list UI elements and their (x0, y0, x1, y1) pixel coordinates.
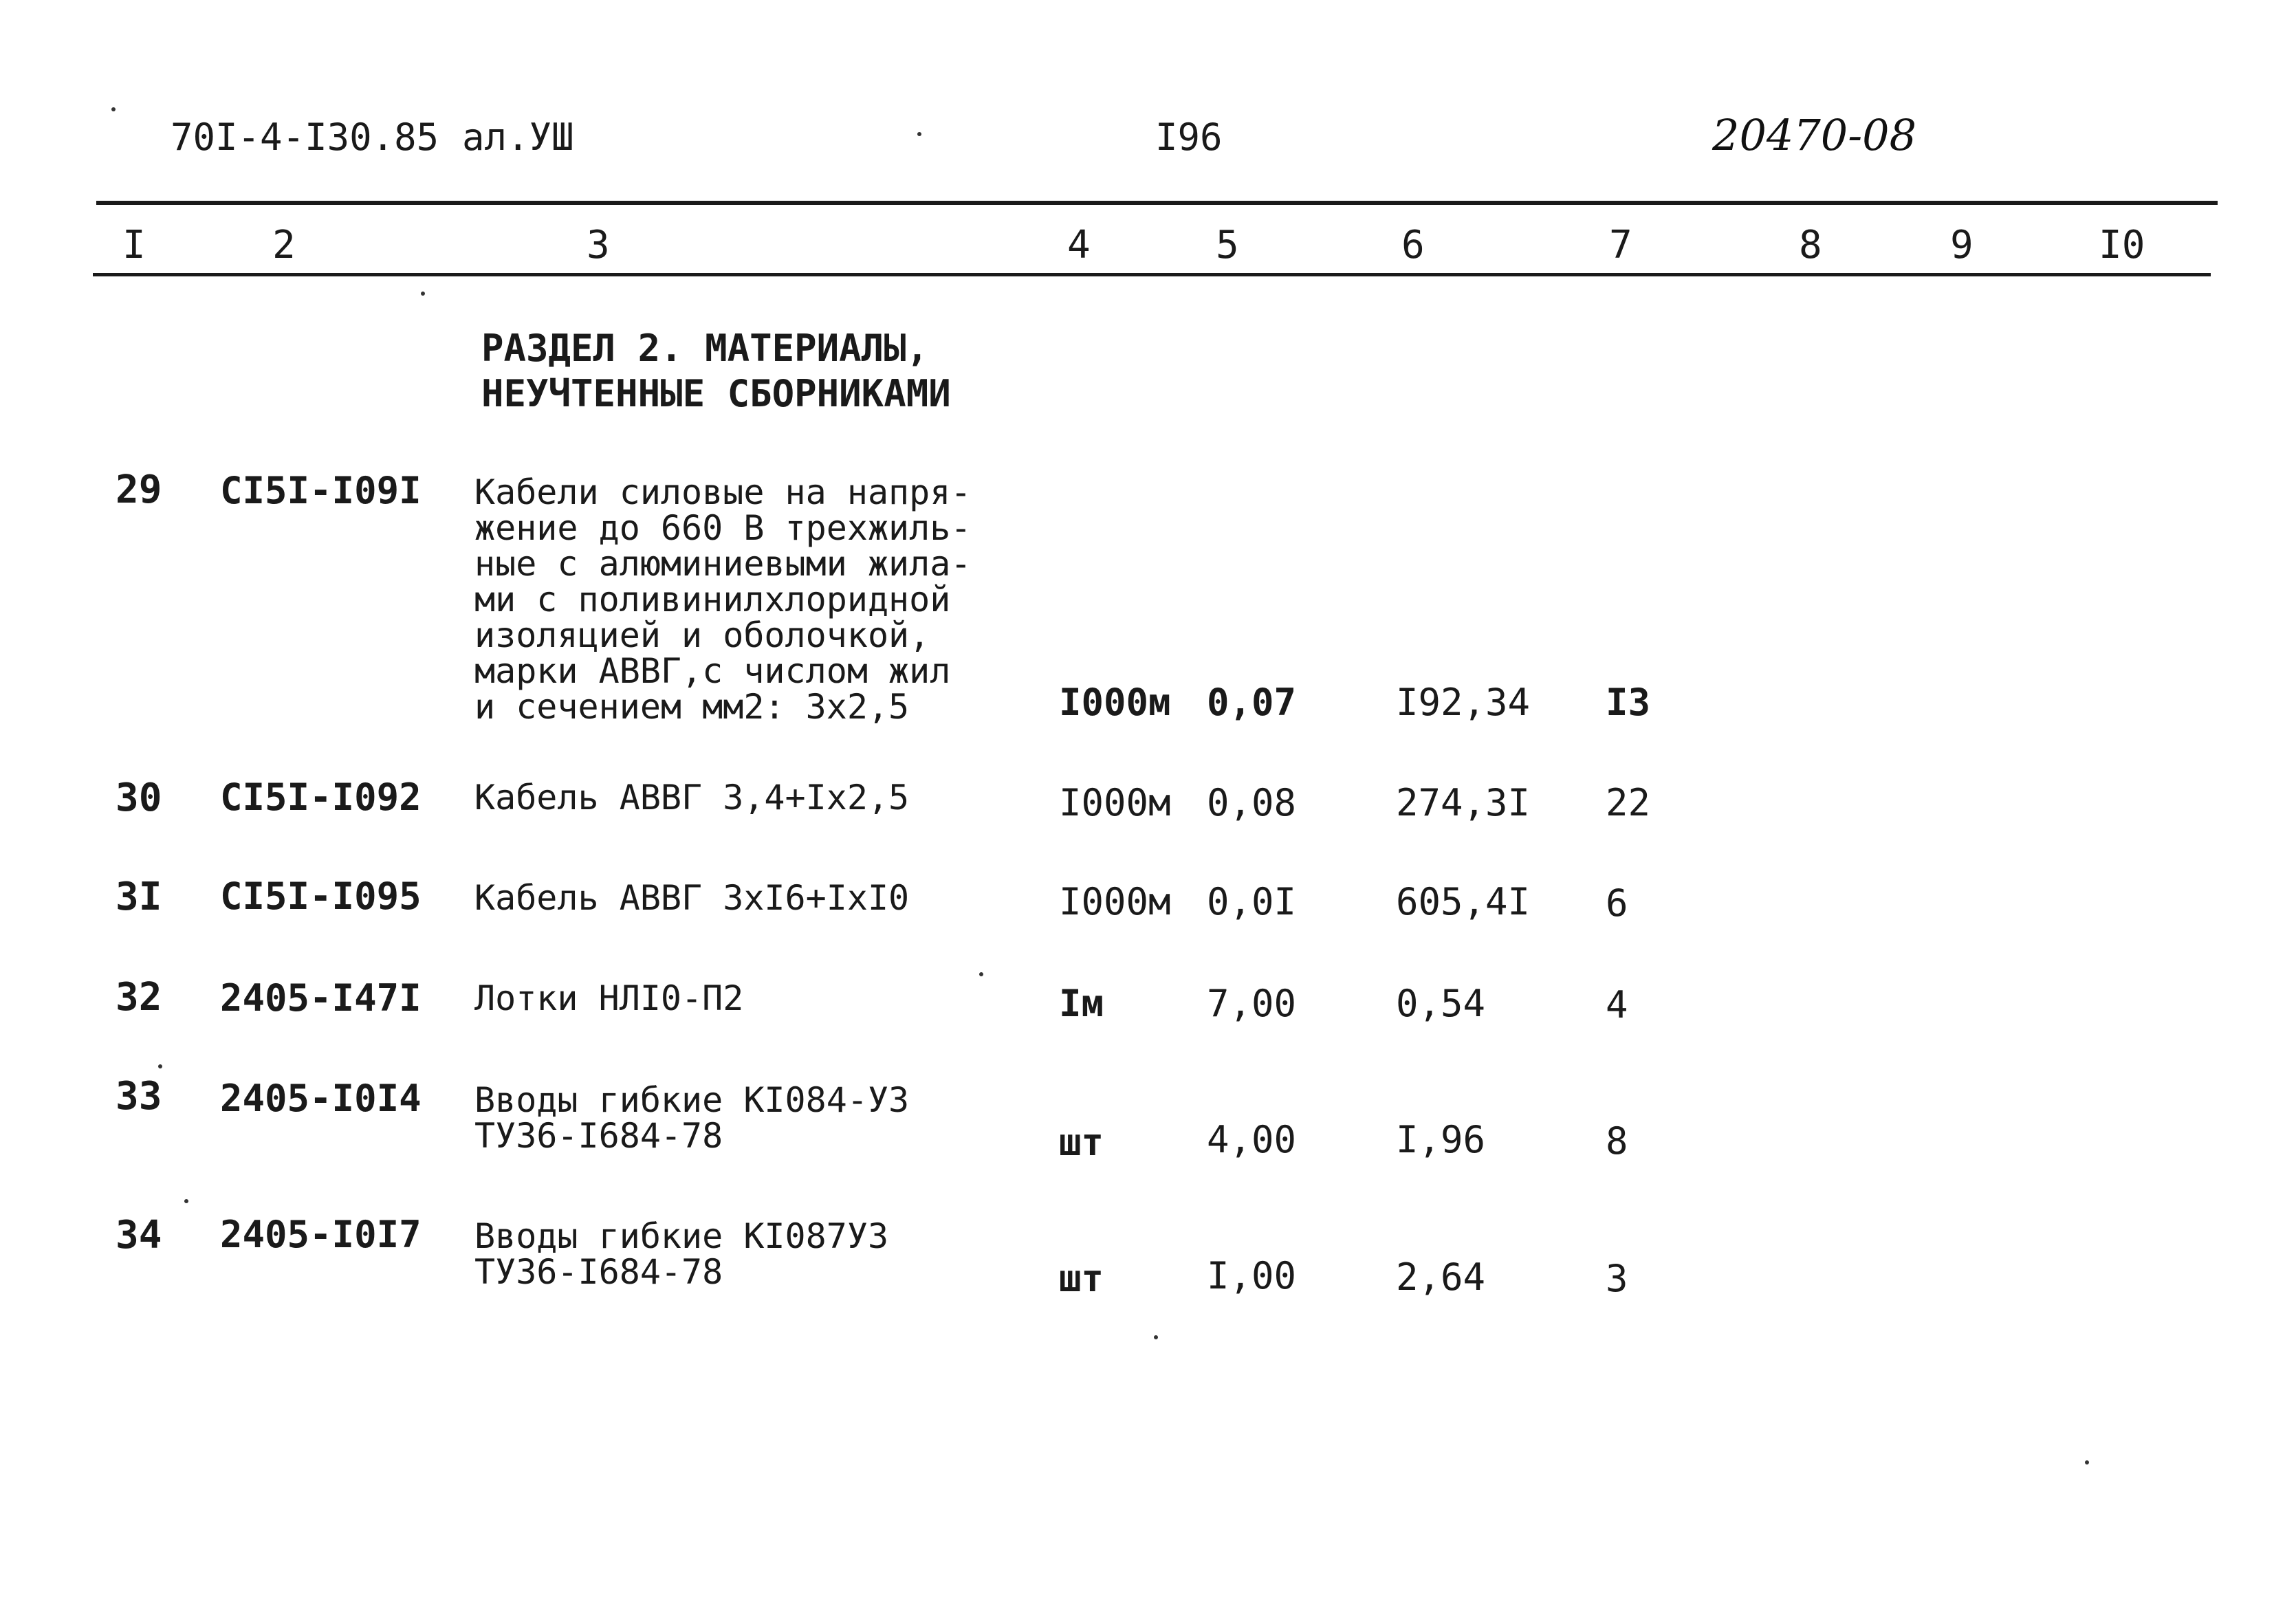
row-total-cost: I3 (1606, 681, 1651, 724)
column-number-10: I0 (2099, 223, 2145, 267)
row-description (474, 880, 909, 916)
row-quantity: I,00 (1207, 1254, 1297, 1297)
row-unit: Iм (1059, 982, 1104, 1025)
column-number-3: 3 (587, 223, 610, 267)
description-line: Лотки НЛI0-П2 (474, 978, 744, 1018)
scan-speck (111, 107, 116, 111)
row-number: 32 (116, 975, 162, 1020)
row-number: 34 (116, 1213, 162, 1258)
scan-speck (917, 132, 921, 136)
row-code: 2405-I0I4 (220, 1077, 422, 1120)
description-line: Кабель АВВГ 3,4+Iх2,5 (474, 778, 910, 818)
description-line: Вводы гибкие КI084-У3 (474, 1080, 910, 1120)
row-description (474, 474, 971, 725)
description-line: марки АВВГ,с числом жил (474, 651, 951, 691)
row-quantity: 7,00 (1207, 982, 1297, 1025)
row-number: 29 (116, 468, 162, 512)
row-unit-price: 274,3I (1396, 781, 1531, 824)
scan-speck (2085, 1460, 2089, 1464)
sheet-label: ал.УШ (462, 116, 574, 159)
row-description (474, 1218, 888, 1290)
column-number-8: 8 (1799, 223, 1822, 267)
description-line: ТУ36-I684-78 (474, 1252, 723, 1292)
description-line: жение до 660 В трехжиль- (474, 508, 972, 548)
scan-speck (421, 292, 425, 296)
row-total-cost: 8 (1606, 1119, 1628, 1163)
row-code: CI5I-I09I (220, 469, 422, 512)
row-unit: I000м (1059, 781, 1171, 824)
row-description (474, 778, 910, 818)
description-line: изоляцией и оболочкой, (474, 615, 930, 655)
header-rule (93, 273, 2211, 276)
column-number-5: 5 (1216, 223, 1239, 267)
row-unit-price: I92,34 (1396, 681, 1531, 724)
row-number: 30 (116, 776, 162, 820)
scan-speck (158, 1064, 162, 1068)
scan-speck (1154, 1335, 1158, 1339)
row-quantity: 4,00 (1207, 1118, 1297, 1161)
section-heading-line-1: РАЗДЕЛ 2. МАТЕРИАЛЫ, (481, 327, 929, 370)
description-line: и сечением мм2: 3х2,5 (474, 687, 910, 727)
row-number: 33 (116, 1074, 162, 1119)
row-unit-price: 0,54 (1396, 982, 1486, 1025)
row-code: CI5I-I095 (220, 875, 422, 918)
top-rule (96, 201, 2218, 205)
section-heading (481, 326, 951, 417)
column-number-2: 2 (272, 223, 296, 267)
row-description (474, 980, 743, 1016)
row-unit: шт (1059, 1257, 1104, 1300)
scan-speck (979, 972, 983, 976)
row-code: CI5I-I092 (220, 776, 422, 819)
description-line: Кабель АВВГ 3хI6+IхI0 (474, 878, 910, 918)
row-unit-price: 605,4I (1396, 880, 1531, 923)
handwritten-inventory-number: 20470-08 (1712, 110, 1917, 160)
column-number-7: 7 (1609, 223, 1632, 267)
row-description (474, 1082, 909, 1154)
row-quantity: 0,08 (1207, 781, 1297, 824)
column-number-1: I (122, 223, 146, 267)
document-code: 70I-4-I30.85 (171, 116, 439, 159)
row-total-cost: 4 (1606, 983, 1628, 1027)
row-unit-price: I,96 (1396, 1118, 1486, 1161)
row-unit: I000м (1059, 681, 1171, 724)
description-line: Вводы гибкие КI087У3 (474, 1216, 889, 1256)
row-total-cost: 22 (1606, 781, 1651, 824)
description-line: Кабели силовые на напря- (474, 472, 972, 512)
row-unit: I000м (1059, 880, 1171, 923)
row-number: 3I (116, 875, 162, 919)
description-line: ми с поливинилхлоридной (474, 580, 951, 619)
row-code: 2405-I47I (220, 976, 422, 1020)
row-total-cost: 3 (1606, 1257, 1628, 1300)
row-total-cost: 6 (1606, 881, 1628, 925)
column-number-9: 9 (1950, 223, 1974, 267)
description-line: ные с алюминиевыми жила- (474, 544, 972, 584)
page-number: I96 (1155, 116, 1223, 159)
column-number-6: 6 (1401, 223, 1425, 267)
description-line: ТУ36-I684-78 (474, 1116, 723, 1156)
column-number-4: 4 (1067, 223, 1091, 267)
row-unit: шт (1059, 1121, 1104, 1164)
row-quantity: 0,07 (1207, 681, 1297, 724)
section-heading-line-2: НЕУЧТЕННЫЕ СБОРНИКАМИ (481, 372, 951, 415)
scan-speck (184, 1199, 188, 1203)
row-code: 2405-I0I7 (220, 1213, 422, 1256)
row-unit-price: 2,64 (1396, 1255, 1486, 1299)
row-quantity: 0,0I (1207, 880, 1297, 923)
